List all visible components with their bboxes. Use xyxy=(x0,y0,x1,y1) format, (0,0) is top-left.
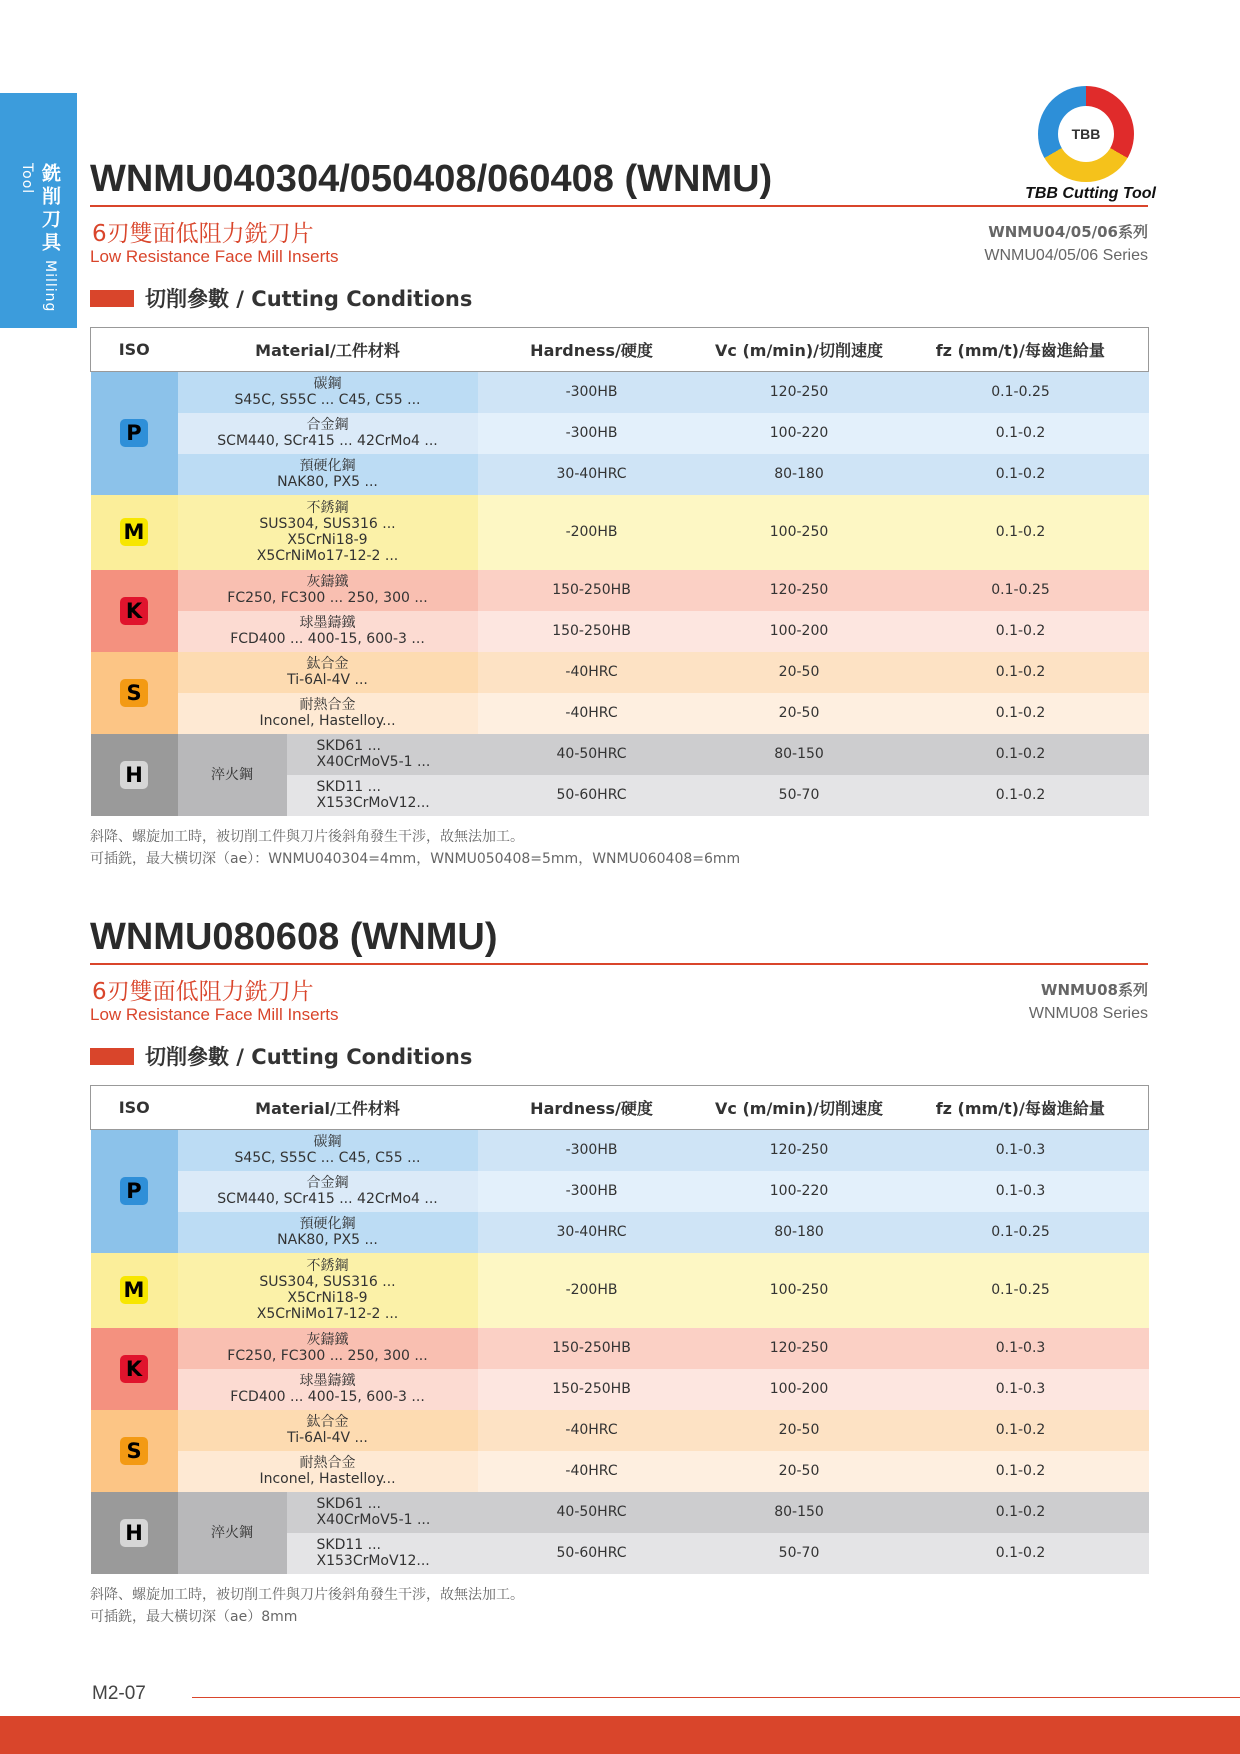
fz-cell: 0.1-0.2 xyxy=(995,425,1046,441)
material-name-zh: 灰鑄鐵 xyxy=(306,574,349,590)
vc-cell: 20-50 xyxy=(778,1463,820,1479)
material-cell xyxy=(178,1410,478,1451)
fz-cell: 0.1-0.2 xyxy=(995,787,1046,803)
table-row xyxy=(91,1212,1149,1253)
material-grades: FCD400 ... 400-15, 600-3 ... xyxy=(230,1389,425,1405)
footer-divider xyxy=(192,1697,1240,1698)
note-line: 可插銑，最大橫切深（ae）8mm xyxy=(90,1608,298,1625)
iso-badge-s: S xyxy=(120,679,148,707)
hardness-cell: 50-60HRC xyxy=(556,1545,627,1561)
material-cell xyxy=(178,1130,478,1171)
hardness-cell: 150-250HB xyxy=(552,1381,631,1397)
material-grades: NAK80, PX5 ... xyxy=(277,1232,378,1248)
header-iso: ISO xyxy=(91,1086,178,1130)
hardness-cell: -40HRC xyxy=(565,1463,618,1479)
vc-cell: 100-250 xyxy=(769,1282,829,1298)
material-grades: FCD400 ... 400-15, 600-3 ... xyxy=(230,631,425,647)
cutting-conditions-label: 切削參數 / Cutting Conditions xyxy=(145,1045,473,1069)
subtitle-row xyxy=(90,207,1148,273)
material-grades: X153CrMoV12... xyxy=(316,795,430,811)
material-cell xyxy=(178,1451,478,1492)
side-category-label xyxy=(18,163,64,328)
footer-bar xyxy=(0,1716,1240,1754)
fz-cell: 0.1-0.25 xyxy=(991,1224,1050,1240)
series-en: WNMU08 Series xyxy=(1028,1005,1148,1022)
table-row xyxy=(91,1492,1149,1533)
table-row xyxy=(91,372,1149,413)
material-grades: NAK80, PX5 ... xyxy=(277,474,378,490)
material-grades: FC250, FC300 ... 250, 300 ... xyxy=(227,590,428,606)
material-name-zh: 不銹鋼 xyxy=(306,1258,349,1274)
material-name-zh: 耐熱合金 xyxy=(299,697,356,713)
subtitle-en: Low Resistance Face Mill Inserts xyxy=(90,247,339,266)
hardness-cell: -40HRC xyxy=(565,705,618,721)
table-row xyxy=(91,693,1149,734)
logo-company-name: TBB Cutting Tool xyxy=(1025,185,1156,202)
side-category-tab xyxy=(0,93,77,328)
table-header-row xyxy=(91,1086,1149,1130)
fz-cell: 0.1-0.3 xyxy=(995,1340,1046,1356)
cutting-conditions-label: 切削參數 / Cutting Conditions xyxy=(145,287,473,311)
material-name-zh: 碳鋼 xyxy=(313,1134,342,1151)
material-cell xyxy=(178,495,478,570)
hardness-cell: 30-40HRC xyxy=(556,1224,627,1240)
logo-mark-text: TBB xyxy=(1058,106,1114,162)
material-grades: SUS304, SUS316 ... xyxy=(259,1274,396,1290)
iso-badge-p: P xyxy=(120,419,148,447)
cutting-conditions-heading xyxy=(90,1039,1148,1081)
iso-cell-p xyxy=(91,372,178,495)
vc-cell: 100-250 xyxy=(769,524,829,540)
material-cell xyxy=(178,372,478,413)
material-grades: SCM440, SCr415 ... 42CrMo4 ... xyxy=(217,433,438,449)
series-en: WNMU04/05/06 Series xyxy=(984,247,1148,264)
vc-cell: 80-150 xyxy=(774,1504,824,1520)
vc-cell: 20-50 xyxy=(778,664,820,680)
fz-cell: 0.1-0.2 xyxy=(995,1422,1046,1438)
material-name-zh: 球墨鑄鐵 xyxy=(299,615,356,631)
header-material: Material/工件材料 xyxy=(178,328,478,372)
hardness-cell: -200HB xyxy=(565,524,618,540)
table-row xyxy=(91,734,1149,775)
material-cell xyxy=(287,1492,478,1533)
material-name-zh: 球墨鑄鐵 xyxy=(299,1373,356,1389)
material-grades: S45C, S55C ... C45, C55 ... xyxy=(234,1150,421,1167)
hardness-cell: 40-50HRC xyxy=(556,1504,627,1520)
product-title: WNMU040304/050408/060408 (WNMU) xyxy=(90,158,773,200)
material-name-zh: 碳鋼 xyxy=(313,376,342,393)
note-line: 斜降、螺旋加工時，被切削工件與刀片後斜角發生干涉，故無法加工。 xyxy=(90,828,524,845)
vc-cell: 120-250 xyxy=(769,1142,829,1159)
material-grades: X5CrNiMo17-12-2 ... xyxy=(256,548,399,564)
vc-cell: 20-50 xyxy=(778,1422,820,1438)
table-row xyxy=(91,1253,1149,1328)
material-grades: Ti-6Al-4V ... xyxy=(287,672,368,688)
fz-cell: 0.1-0.25 xyxy=(991,1282,1050,1298)
vc-cell: 20-50 xyxy=(778,705,820,721)
material-name-zh: 耐熱合金 xyxy=(299,1455,356,1471)
material-name-zh: 合金鋼 xyxy=(306,417,349,433)
table-row xyxy=(91,495,1149,570)
material-name-zh: 不銹鋼 xyxy=(306,500,349,516)
fz-cell: 0.1-0.3 xyxy=(995,1183,1046,1199)
hardness-cell: 40-50HRC xyxy=(556,746,627,762)
material-grades: X40CrMoV5-1 ... xyxy=(316,754,431,770)
material-cell xyxy=(178,1328,478,1369)
material-group-cell: 淬火鋼 xyxy=(178,1492,287,1574)
subtitle-zh: 6刃雙面低阻力銑刀片 xyxy=(92,979,314,1005)
vc-cell: 120-250 xyxy=(769,384,829,401)
subtitle-en: Low Resistance Face Mill Inserts xyxy=(90,1005,339,1024)
series-zh: WNMU08系列 xyxy=(1040,981,1148,999)
table-row xyxy=(91,413,1149,454)
material-cell xyxy=(178,1369,478,1410)
subtitle-zh: 6刃雙面低阻力銑刀片 xyxy=(92,221,314,247)
material-grades: X153CrMoV12... xyxy=(316,1553,430,1569)
note-line: 可插銑，最大橫切深（ae）：WNMU040304=4mm，WNMU050408=5mm，WNMU060408=6mm xyxy=(90,850,741,867)
product-title: WNMU080608 (WNMU) xyxy=(90,916,498,958)
subtitle-row xyxy=(90,965,1148,1031)
fz-cell: 0.1-0.2 xyxy=(995,466,1046,482)
vc-cell: 50-70 xyxy=(778,1545,820,1561)
iso-cell-h xyxy=(91,1492,178,1574)
product-section-1 xyxy=(90,153,1148,870)
table-notes xyxy=(90,826,1148,870)
hardness-cell: 30-40HRC xyxy=(556,466,627,482)
fz-cell: 0.1-0.2 xyxy=(995,705,1046,721)
material-cell xyxy=(178,454,478,495)
side-label-en: Milling Tool xyxy=(19,163,58,313)
table-row xyxy=(91,652,1149,693)
vc-cell: 100-220 xyxy=(769,425,829,441)
material-grades: FC250, FC300 ... 250, 300 ... xyxy=(227,1348,428,1364)
material-cell xyxy=(287,1533,478,1574)
header-hardness: Hardness/硬度 xyxy=(478,328,706,372)
material-name-zh: 鈦合金 xyxy=(306,1414,349,1430)
hardness-cell: -40HRC xyxy=(565,1422,618,1438)
iso-cell-p xyxy=(91,1130,178,1253)
table-row xyxy=(91,611,1149,652)
material-name-zh: 灰鑄鐵 xyxy=(306,1332,349,1348)
material-group-cell: 淬火鋼 xyxy=(178,734,287,816)
material-cell xyxy=(178,1212,478,1253)
material-grades: SUS304, SUS316 ... xyxy=(259,516,396,532)
fz-cell: 0.1-0.2 xyxy=(995,1504,1046,1520)
hardness-cell: -300HB xyxy=(565,425,618,441)
iso-badge-h: H xyxy=(120,761,148,789)
table-row xyxy=(91,454,1149,495)
header-iso: ISO xyxy=(91,328,178,372)
header-fz: fz (mm/t)/每齒進給量 xyxy=(893,1086,1149,1130)
material-grades: SKD61 ... xyxy=(316,738,381,754)
header-hardness: Hardness/硬度 xyxy=(478,1086,706,1130)
vc-cell: 80-180 xyxy=(774,1224,824,1240)
table-row xyxy=(91,1451,1149,1492)
fz-cell: 0.1-0.2 xyxy=(995,746,1046,762)
vc-cell: 100-200 xyxy=(769,623,829,639)
iso-cell-k xyxy=(91,570,178,652)
table-header-row xyxy=(91,328,1149,372)
fz-cell: 0.1-0.2 xyxy=(995,1463,1046,1479)
iso-badge-s: S xyxy=(120,1437,148,1465)
material-grades: SKD11 ... xyxy=(316,779,381,795)
fz-cell: 0.1-0.3 xyxy=(995,1381,1046,1397)
table-row xyxy=(91,1369,1149,1410)
material-name-zh: 預硬化鋼 xyxy=(299,458,356,474)
hardness-cell: 150-250HB xyxy=(552,582,631,598)
vc-cell: 120-250 xyxy=(769,582,829,598)
iso-cell-s xyxy=(91,652,178,734)
iso-badge-m: M xyxy=(120,518,148,546)
vc-cell: 120-250 xyxy=(769,1340,829,1356)
cutting-conditions-table xyxy=(90,327,1149,816)
header-vc: Vc (m/min)/切削速度 xyxy=(706,328,893,372)
material-cell xyxy=(178,693,478,734)
table-row xyxy=(91,1328,1149,1369)
iso-cell-s xyxy=(91,1410,178,1492)
material-cell xyxy=(178,1253,478,1328)
material-grades: SCM440, SCr415 ... 42CrMo4 ... xyxy=(217,1191,438,1207)
table-row xyxy=(91,1410,1149,1451)
material-grades: S45C, S55C ... C45, C55 ... xyxy=(234,392,421,409)
fz-cell: 0.1-0.2 xyxy=(995,1545,1046,1561)
material-cell xyxy=(178,1171,478,1212)
iso-badge-h: H xyxy=(120,1519,148,1547)
material-cell xyxy=(178,570,478,611)
vc-cell: 50-70 xyxy=(778,787,820,803)
material-grades: Inconel, Hastelloy... xyxy=(259,1471,396,1487)
material-cell xyxy=(178,611,478,652)
heading-marker xyxy=(90,1048,134,1065)
fz-cell: 0.1-0.2 xyxy=(995,623,1046,639)
iso-badge-p: P xyxy=(120,1177,148,1205)
series-zh: WNMU04/05/06系列 xyxy=(988,223,1148,241)
material-cell xyxy=(287,734,478,775)
material-cell xyxy=(178,413,478,454)
vc-cell: 80-150 xyxy=(774,746,824,762)
material-grades: Inconel, Hastelloy... xyxy=(259,713,396,729)
iso-badge-k: K xyxy=(120,597,148,625)
hardness-cell: 150-250HB xyxy=(552,623,631,639)
vc-cell: 100-200 xyxy=(769,1381,829,1397)
page-code: M2-07 xyxy=(92,1683,146,1704)
table-row xyxy=(91,1130,1149,1171)
table-row xyxy=(91,570,1149,611)
hardness-cell: 150-250HB xyxy=(552,1340,631,1356)
vc-cell: 100-220 xyxy=(769,1183,829,1199)
fz-cell: 0.1-0.25 xyxy=(991,384,1050,401)
heading-marker xyxy=(90,290,134,307)
cutting-conditions-heading xyxy=(90,281,1148,323)
material-name-zh: 預硬化鋼 xyxy=(299,1216,356,1232)
hardness-cell: -300HB xyxy=(565,384,618,401)
table-row xyxy=(91,1171,1149,1212)
iso-cell-k xyxy=(91,1328,178,1410)
material-grades: X5CrNi18-9 xyxy=(287,532,368,548)
hardness-cell: -200HB xyxy=(565,1282,618,1298)
iso-badge-k: K xyxy=(120,1355,148,1383)
material-name-zh: 合金鋼 xyxy=(306,1175,349,1191)
cutting-conditions-table xyxy=(90,1085,1149,1574)
material-cell xyxy=(287,775,478,816)
iso-badge-m: M xyxy=(120,1276,148,1304)
material-cell xyxy=(178,652,478,693)
material-grades: SKD11 ... xyxy=(316,1537,381,1553)
side-label-zh: 銑削刀具 xyxy=(39,163,61,255)
fz-cell: 0.1-0.3 xyxy=(995,1142,1046,1159)
material-grades: X5CrNiMo17-12-2 ... xyxy=(256,1306,399,1322)
material-grades: X40CrMoV5-1 ... xyxy=(316,1512,431,1528)
hardness-cell: -40HRC xyxy=(565,664,618,680)
fz-cell: 0.1-0.2 xyxy=(995,664,1046,680)
hardness-cell: -300HB xyxy=(565,1183,618,1199)
note-line: 斜降、螺旋加工時，被切削工件與刀片後斜角發生干涉，故無法加工。 xyxy=(90,1586,524,1603)
header-fz: fz (mm/t)/每齒進給量 xyxy=(893,328,1149,372)
iso-cell-m xyxy=(91,495,178,570)
material-name-zh: 鈦合金 xyxy=(306,656,349,672)
header-vc: Vc (m/min)/切削速度 xyxy=(706,1086,893,1130)
iso-cell-h xyxy=(91,734,178,816)
fz-cell: 0.1-0.25 xyxy=(991,582,1050,598)
hardness-cell: -300HB xyxy=(565,1142,618,1159)
product-section-2 xyxy=(90,911,1148,1628)
material-grades: X5CrNi18-9 xyxy=(287,1290,368,1306)
iso-cell-m xyxy=(91,1253,178,1328)
header-material: Material/工件材料 xyxy=(178,1086,478,1130)
fz-cell: 0.1-0.2 xyxy=(995,524,1046,540)
hardness-cell: 50-60HRC xyxy=(556,787,627,803)
table-notes xyxy=(90,1584,1148,1628)
vc-cell: 80-180 xyxy=(774,466,824,482)
material-grades: Ti-6Al-4V ... xyxy=(287,1430,368,1446)
material-grades: SKD61 ... xyxy=(316,1496,381,1512)
